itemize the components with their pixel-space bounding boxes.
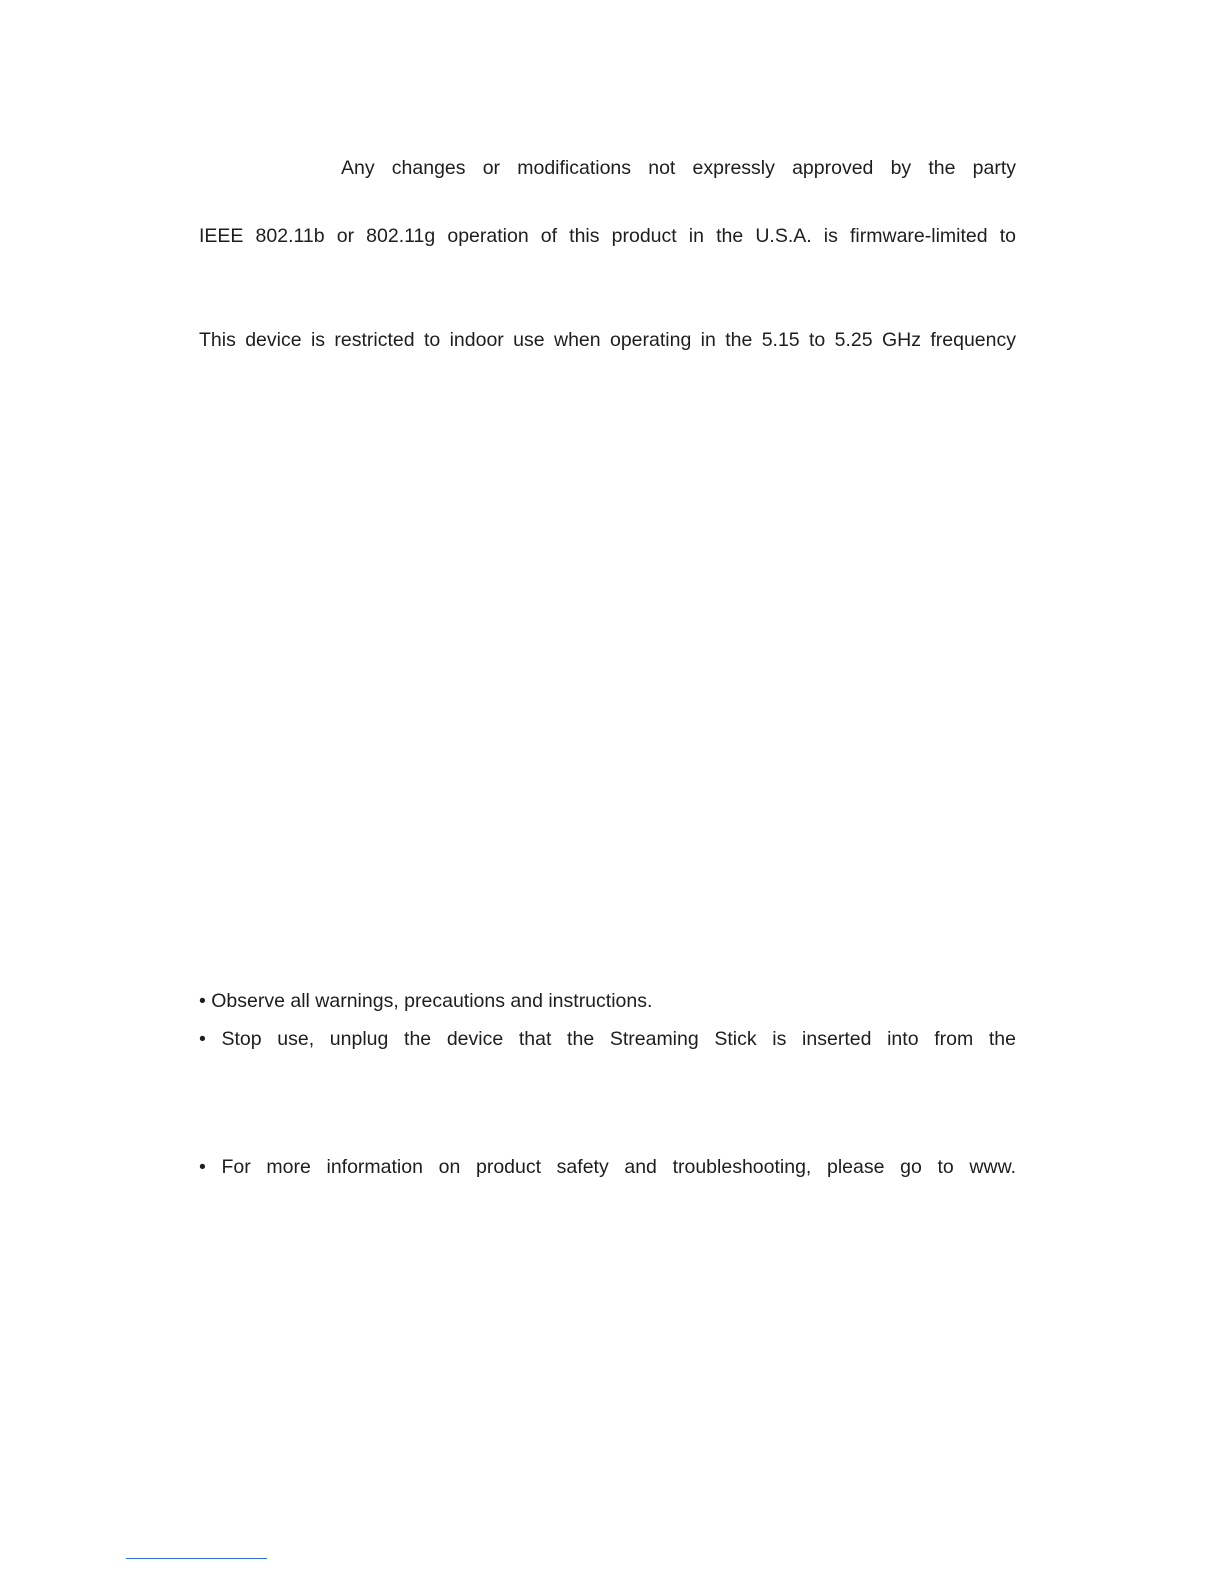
bullet-observe-warnings: • Observe all warnings, precautions and instructions. [199,990,653,1012]
bullet-more-information: • For more information on product safety and troubleshooting, please go to www. [199,1156,1016,1178]
paragraph-modifications-warning: Any changes or modifications not expressly approved by the party [341,157,1016,179]
paragraph-ieee-firmware-limit: IEEE 802.11b or 802.11g operation of this product in the U.S.A. is firmware-limited to [199,225,1016,247]
footnote-separator-line [126,1558,267,1559]
bullet-stop-use: • Stop use, unplug the device that the Streaming Stick is inserted into from the [199,1028,1016,1050]
paragraph-indoor-use-restriction: This device is restricted to indoor use when operating in the 5.15 to 5.25 GHz frequency [199,329,1016,351]
